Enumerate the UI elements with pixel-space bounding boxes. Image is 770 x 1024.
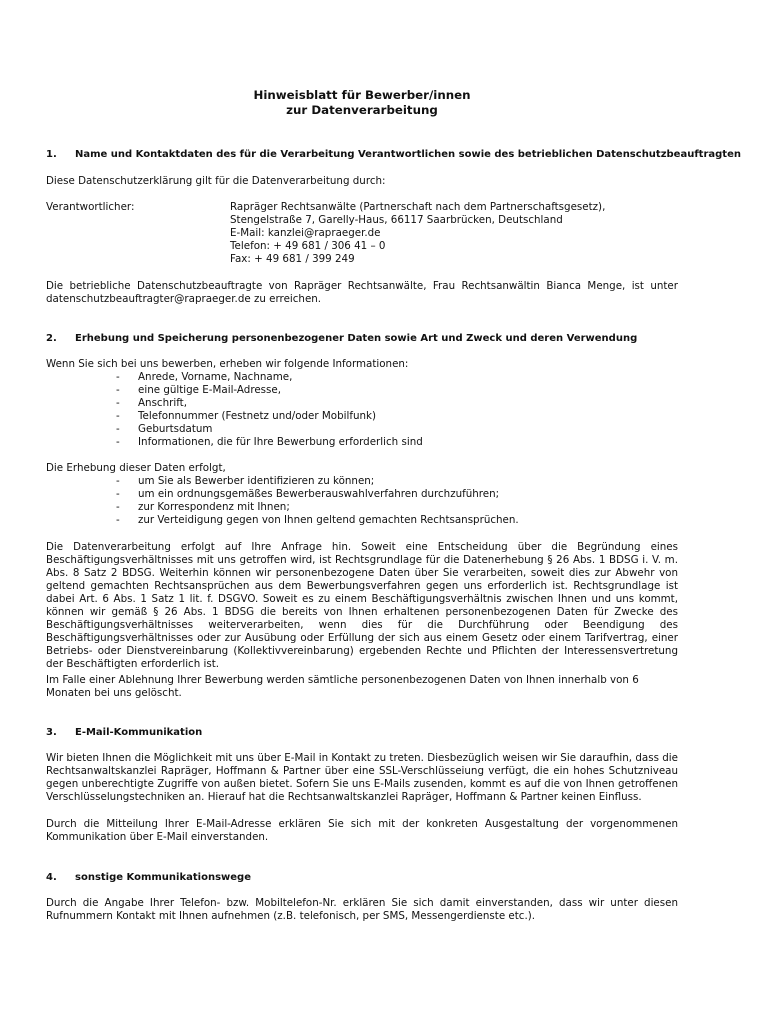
purpose-block [46, 462, 678, 527]
other-channels-text: Durch die Angabe Ihrer Telefon- bzw. Mobiltelefon-Nr. erklären Sie sich damit einverstanden, dass wir unter diesen Rufnummern Kontakt mit Ihnen aufnehmen (z.B. telefonisch, per SMS, Messengerdienste etc.). [46, 897, 678, 922]
list-item: - Anschrift, [46, 397, 678, 410]
list-item: - eine gültige E-Mail-Adresse, [46, 384, 678, 397]
section-1-heading [46, 148, 741, 161]
list-item: - Anrede, Vorname, Nachname, [46, 371, 678, 384]
list-item: - Geburtsdatum [46, 423, 678, 436]
purpose-intro: Die Erhebung dieser Daten erfolgt, [46, 462, 226, 474]
section-1-number: 1. [46, 149, 57, 160]
dpo-text: Die betriebliche Datenschutzbeauftragte von Rapräger Rechtsanwälte, Frau Rechtsanwältin Bianca Menge, ist unter datenschutzbeauftragter@rapraeger.de zu erreichen. [46, 280, 678, 305]
purpose-list [46, 475, 678, 527]
legal-basis-paragraph [46, 541, 678, 671]
title-line-1: Hinweisblatt für Bewerber/innen [253, 88, 471, 102]
deletion-text: Im Falle einer Ablehnung Ihrer Bewerbung werden sämtliche personenbezogenen Daten von Ihnen innerhalb von 6 Monaten bei uns gelöscht. [46, 674, 639, 699]
document-title [46, 88, 678, 118]
address-line-5: Fax: + 49 681 / 399 249 [230, 253, 355, 265]
address-line-2: Stengelstraße 7, Garelly-Haus, 66117 Saarbrücken, Deutschland [230, 214, 563, 226]
controller-label: Verantwortlicher: [46, 201, 135, 213]
collected-data-block [46, 358, 678, 449]
title-line-2: zur Datenverarbeitung [286, 103, 438, 117]
section-4-title: sonstige Kommunikationswege [75, 872, 251, 883]
list-item: - zur Verteidigung gegen von Ihnen geltend gemachten Rechtsansprüchen. [46, 514, 678, 527]
section-2-number: 2. [46, 333, 57, 344]
section-1-intro-text: Diese Datenschutzerklärung gilt für die Datenverarbeitung durch: [46, 175, 386, 187]
legal-basis-text: Die Datenverarbeitung erfolgt auf Ihre Anfrage hin. Soweit eine Entscheidung über die Begründung eines Beschäftigungsverhältnisses mit uns getroffen wird, ist Rechtsgrundlage für die Datenerhebung § 26 Abs. 1 BDSG i. V. m. Abs. 8 Satz 2 BDSG. Weiterhin können wir personenbezogene Daten über Sie verarbeiten, soweit dies zur Abwehr von geltend gemachten Rechtsansprüchen aus dem Bewerbungsverfahren gegen uns erforderlich ist. Rechtsgrundlage ist dabei Art. 6 Abs. 1 Satz 1 lit. f. DSGVO. Soweit es zu einem Beschäftigungsverhältnis zwischen Ihnen und uns kommt, können wir gemäß § 26 Abs. 1 BDSG die bereits von Ihnen erhaltenen personenbezogenen Daten für Zwecke des Beschäftigungsverhältnisses weiterverarbeiten, wenn dies für die Durchführung oder Beendigung des Beschäftigungsverhältnisses oder zur Ausübung oder Erfüllung der sich aus einem Gesetz oder einem Tarifvertrag, einer Betriebs- oder Dienstvereinbarung (Kollektivvereinbarung) ergebenden Rechte und Pflichten der Interessensvertretung der Beschäftigten erforderlich ist. [46, 541, 678, 670]
email-paragraph-2 [46, 818, 678, 844]
collected-data-list [46, 371, 678, 449]
email-text-1: Wir bieten Ihnen die Möglichkeit mit uns über E-Mail in Kontakt zu treten. Diesbezüglich weisen wir Sie daraufhin, dass die Rechtsanwaltskanzlei Rapräger, Hoffmann & Partner über eine SSL-Verschlüsseiung verfügt, die ein hohes Schutzniveau gegen unberechtigte Zugriffe von außen bietet. Sofern Sie uns E-Mails zusenden, kommt es auf die von Ihnen getroffenen Verschlüsselungstechniken an. Hierauf hat die Rechtsanwaltskanzlei Rapräger, Hoffmann & Partner keinen Einfluss. [46, 752, 678, 803]
address-line-1: Rapräger Rechtsanwälte (Partnerschaft nach dem Partnerschaftsgesetz), [230, 201, 606, 213]
collected-data-intro: Wenn Sie sich bei uns bewerben, erheben wir folgende Informationen: [46, 358, 409, 370]
email-text-2: Durch die Mitteilung Ihrer E-Mail-Adresse erklären Sie sich mit der konkreten Ausgestaltung der vorgenommenen Kommunikation über E-Mail einverstanden. [46, 818, 678, 843]
dpo-paragraph [46, 280, 678, 306]
section-3-title: E-Mail-Kommunikation [75, 727, 203, 738]
list-item: - Telefonnummer (Festnetz und/oder Mobilfunk) [46, 410, 678, 423]
other-channels-paragraph [46, 897, 678, 923]
list-item: - um Sie als Bewerber identifizieren zu können; [46, 475, 678, 488]
list-item: - um ein ordnungsgemäßes Bewerberauswahlverfahren durchzuführen; [46, 488, 678, 501]
list-item: - Informationen, die für Ihre Bewerbung erforderlich sind [46, 436, 678, 449]
list-item: - zur Korrespondenz mit Ihnen; [46, 501, 678, 514]
section-2-heading [46, 332, 678, 345]
section-3-number: 3. [46, 727, 57, 738]
section-2-title: Erhebung und Speicherung personenbezogener Daten sowie Art und Zweck und deren Verwendung [75, 333, 638, 344]
section-3-heading [46, 726, 678, 739]
section-1-title: Name und Kontaktdaten des für die Verarbeitung Verantwortlichen sowie des betrieblichen Datenschutzbeauftragten [75, 149, 741, 160]
section-4-number: 4. [46, 872, 57, 883]
email-paragraph-1 [46, 752, 678, 804]
address-line-4: Telefon: + 49 681 / 306 41 – 0 [230, 240, 386, 252]
section-4-heading [46, 871, 678, 884]
address-line-3: E-Mail: kanzlei@rapraeger.de [230, 227, 381, 239]
deletion-paragraph [46, 674, 678, 700]
controller-address [230, 201, 678, 266]
section-1-intro [46, 175, 678, 188]
controller-block [46, 201, 678, 267]
